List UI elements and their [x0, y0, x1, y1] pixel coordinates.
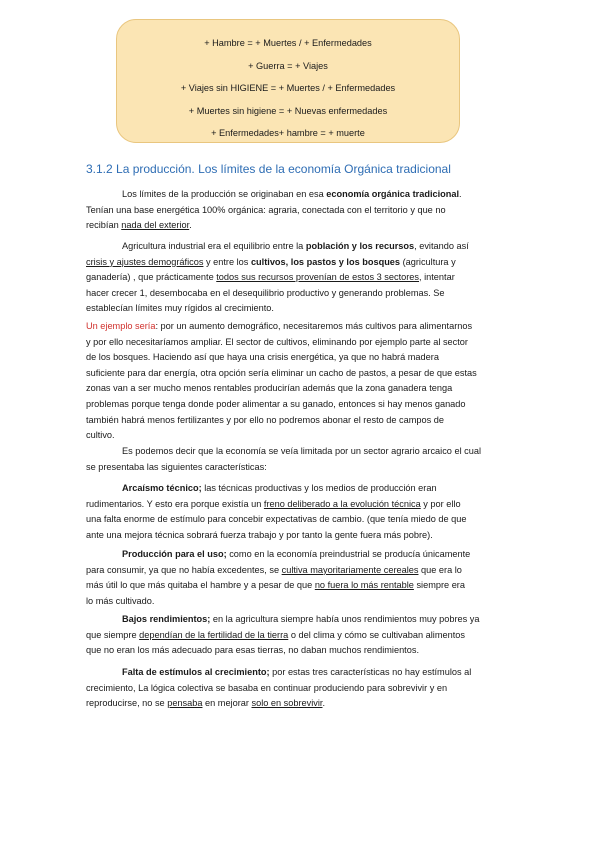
text-span: para consumir, ya que no había excedentes, se: [86, 564, 282, 575]
text-span: , evitando así: [414, 241, 469, 251]
text-line: Es podemos decir que la economía se veía limitada por un sector agrario arcaico el cual: [122, 446, 482, 456]
text-line: [86, 187, 516, 203]
text-line: [86, 218, 516, 234]
text-span: Agricultura industrial era el equilibrio entre la: [122, 241, 306, 251]
paragraph-production-for-use: [86, 547, 516, 609]
text-line: cultivo.: [86, 430, 115, 441]
paragraph-technical-archaism: [86, 481, 516, 543]
callout-line: + Muertes sin higiene = + Nuevas enfermedades: [188, 105, 388, 116]
text-line: [86, 612, 516, 628]
text-span: y entre los: [203, 256, 251, 267]
text-line: establecían límites muy rígidos al crecimiento.: [86, 303, 274, 314]
text-span: rudimentarios. Y esto era porque existía un: [86, 498, 264, 509]
text-span: que siempre: [86, 629, 140, 640]
text-line: [86, 481, 516, 497]
underlined-term: no fuera lo más rentable: [314, 580, 414, 591]
underlined-term: pensaba: [167, 698, 203, 709]
callout-line: + Enfermedades+ hambre = + muerte: [211, 128, 365, 138]
paragraph-agriculture: [86, 239, 516, 317]
text-span: ganadería) , que prácticamente: [86, 272, 217, 283]
text-line: de los bosques. Haciendo así que haya una crisis energética, ya que no habrá madera: [86, 352, 439, 363]
bold-term: Falta de estímulos al crecimiento;: [122, 667, 270, 677]
text-line: ante una mejora técnica sobrará fuerza trabajo y por tanto la gente fuera más pobre).: [86, 529, 433, 540]
text-span: más útil lo que más quitaba el hambre y a pesar de que: [86, 580, 315, 591]
underlined-term: cultiva mayoritariamente cereales: [281, 564, 419, 575]
underlined-term: solo en sobrevivir: [251, 698, 323, 709]
text-span: las técnicas productivas y los medios de producción eran: [201, 483, 437, 493]
bold-term: Arcaísmo técnico;: [122, 483, 202, 493]
text-line: [86, 239, 516, 255]
text-span: : por un aumento demográfico, necesitaremos más cultivos para alimentarnos: [155, 321, 473, 331]
example-label: Un ejemplo sería: [86, 321, 156, 331]
summary-callout-box: [116, 19, 460, 143]
bold-term: economía orgánica tradicional: [326, 189, 460, 199]
callout-line: + Guerra = + Viajes: [248, 60, 328, 71]
callout-line: + Viajes sin HIGIENE = + Muertes / + Enfermedades: [180, 83, 396, 93]
text-span: por estas tres características no hay estímulos al: [269, 667, 472, 677]
text-span: .: [459, 189, 462, 199]
bold-term: población y los recursos: [305, 241, 415, 251]
text-line: [86, 547, 516, 563]
text-line: [86, 255, 516, 271]
text-line: crecimiento, La lógica colectiva se basaba en continuar produciendo para sobrevivir y en: [86, 682, 448, 693]
text-line: suficiente para dar energía, otra opción sería eliminar un cacho de pastos, a pesar de que estas: [86, 367, 477, 378]
text-line: una falta enorme de estímulo para concebir expectativas de cambio. (que tenía miedo de que: [86, 514, 467, 525]
text-span: , intentar: [419, 272, 455, 283]
text-span: en la agricultura siempre había unos rendimientos muy pobres ya: [210, 614, 480, 624]
text-line: lo más cultivado.: [86, 595, 155, 606]
text-span: siempre era: [413, 580, 465, 591]
text-line: también habrá menos fertilizantes y por ello no podremos abonar el resto de campos de: [86, 414, 445, 425]
text-line: [86, 497, 516, 513]
underlined-term: nada del exterior: [121, 220, 190, 231]
text-span: o del clima y cómo se cultivaban alimentos: [288, 629, 465, 640]
text-span: como en la economía preindustrial se producía únicamente: [226, 549, 471, 559]
text-line: Tenían una base energética 100% orgánica: agraria, conectada con el territorio y que no: [86, 204, 446, 215]
text-span: en mejorar: [202, 698, 252, 709]
text-span: (agricultura y: [400, 256, 456, 267]
text-line: que no eran los más adecuado para esas tierras, no daban muchos rendimientos.: [86, 645, 419, 656]
underlined-term: crisis y ajustes demográficos: [86, 256, 204, 267]
text-line: [86, 578, 516, 594]
text-span: Los límites de la producción se originaban en esa: [122, 189, 327, 199]
underlined-term: todos sus recursos provenían de estos 3 sectores: [216, 272, 419, 283]
text-span: que era lo: [418, 564, 462, 575]
text-line: zonas van a ser mucho menos rentables producirían además que la zona ganadera tenga: [86, 383, 453, 394]
text-line: [86, 563, 516, 579]
text-span: .: [322, 698, 326, 709]
text-line: hacer crecer 1, desembocaba en el desequilibrio productivo y generando problemas. Se: [86, 287, 445, 298]
underlined-term: freno deliberado a la evolución técnica: [263, 498, 421, 509]
text-line: problemas porque tenga donde poder alimentar a su ganado, entonces si hay menos ganado: [86, 398, 466, 409]
section-heading: 3.1.2 La producción. Los límites de la economía Orgánica tradicional: [86, 162, 451, 176]
underlined-term: dependían de la fertilidad de la tierra: [139, 629, 289, 640]
paragraph-example: [86, 319, 516, 444]
bold-term: cultivos, los pastos y los bosques: [250, 256, 401, 267]
text-span: y por ello: [420, 498, 461, 509]
paragraph-lack-of-growth: [86, 665, 516, 712]
text-line: [86, 270, 516, 286]
text-span: .: [189, 220, 192, 231]
text-line: y por ello necesitaríamos ampliar. El sector de cultivos, eliminando por ejemplo parte al sector: [86, 336, 468, 347]
text-span: reproducirse, no se: [86, 698, 168, 709]
paragraph-intro-characteristics: [86, 444, 516, 475]
text-span: recibían: [86, 220, 122, 231]
paragraph-limits: [86, 187, 516, 234]
bold-term: Bajos rendimientos;: [122, 614, 211, 624]
callout-line: + Hambre = + Muertes / + Enfermedades: [204, 38, 372, 48]
text-line: [86, 319, 516, 335]
text-line: [86, 696, 516, 712]
text-line: se presentaba las siguientes características:: [86, 461, 267, 472]
bold-term: Producción para el uso;: [122, 549, 227, 559]
text-line: [86, 665, 516, 681]
text-line: [86, 628, 516, 644]
paragraph-low-yields: [86, 612, 516, 659]
